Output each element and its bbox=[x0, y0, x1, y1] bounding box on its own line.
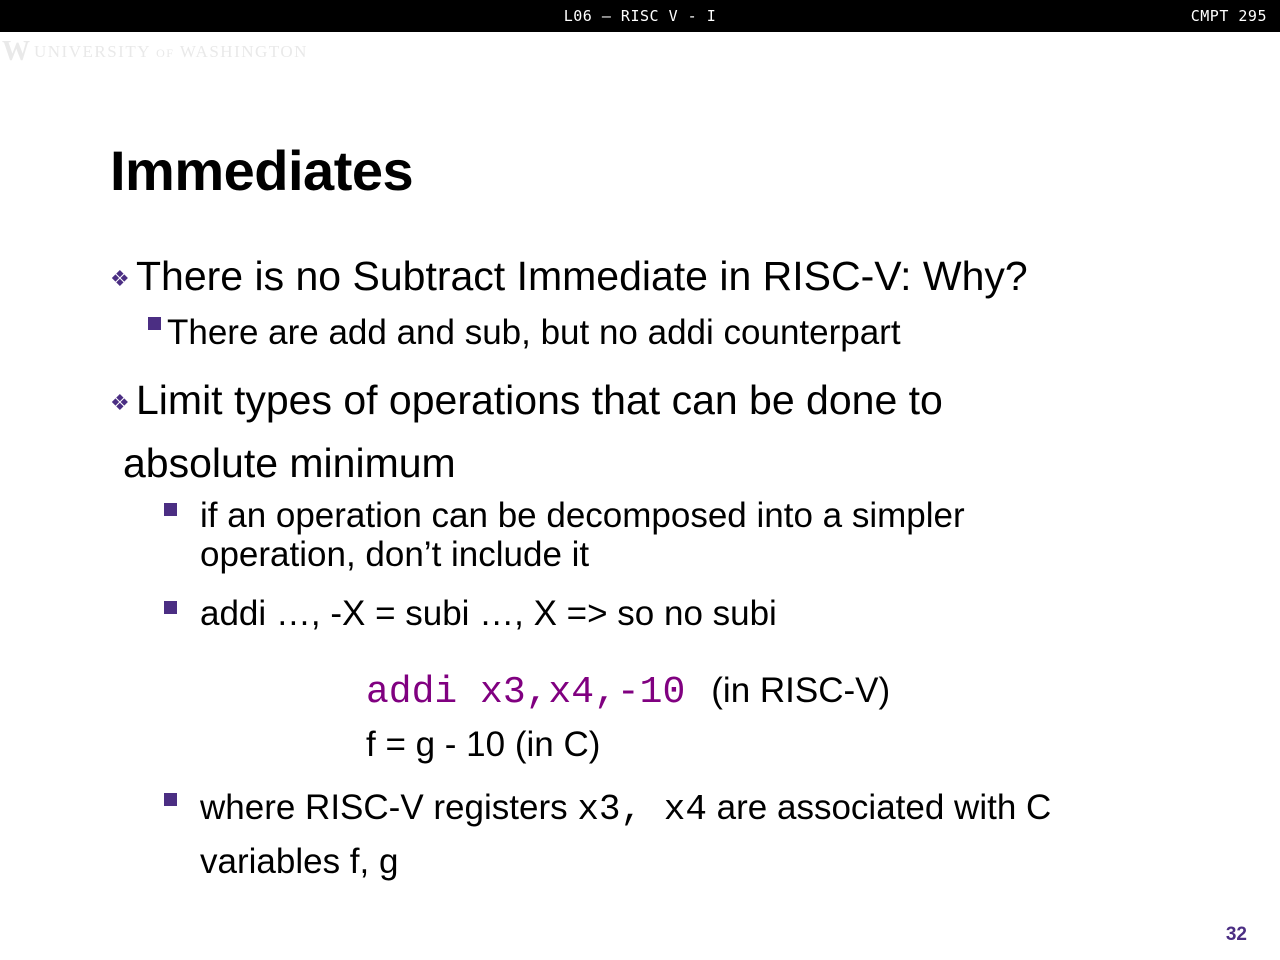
lecture-title: L06 – RISC V - I bbox=[563, 7, 717, 25]
sub-bullet-2-2-text: addi …, -X = subi …, X => so no subi bbox=[200, 594, 777, 633]
slide-title: Immediates bbox=[110, 139, 414, 202]
square-bullet-icon bbox=[164, 793, 177, 806]
risc-v-code: addi x3,x4,-10 bbox=[366, 671, 686, 714]
sub-bullet-2-1 bbox=[164, 496, 965, 574]
bullet-2 bbox=[110, 370, 943, 493]
sub-bullet-2-3-line1 bbox=[164, 782, 1051, 836]
university-logo bbox=[2, 38, 308, 66]
square-bullet-icon bbox=[164, 601, 177, 614]
sub-bullet-2-3 bbox=[164, 782, 1051, 888]
sub-bullet-2-3-part2: are associated with C bbox=[706, 788, 1052, 827]
bullet-2-text-line2: absolute minimum bbox=[123, 440, 456, 487]
bullet-2-text-line1: Limit types of operations that can be done to bbox=[136, 377, 943, 423]
bullet-1-text: There is no Subtract Immediate in RISC-V: Why? bbox=[136, 253, 1028, 299]
course-code: CMPT 295 bbox=[1190, 7, 1267, 25]
bullet-1 bbox=[110, 246, 1028, 309]
sub-bullet-1-1-text: There are add and sub, but no addi counterpart bbox=[167, 313, 901, 352]
square-bullet-icon bbox=[164, 503, 177, 516]
square-bullet-icon bbox=[148, 317, 161, 330]
risc-v-example bbox=[366, 668, 890, 716]
logo-text: UNIVERSITY of WASHINGTON bbox=[34, 42, 308, 61]
sub-bullet-2-1-line2: operation, don’t include it bbox=[200, 535, 590, 574]
diamond-bullet-icon: ❖ bbox=[110, 266, 130, 292]
logo-mark: W bbox=[2, 36, 24, 67]
page-number: 32 bbox=[1225, 924, 1247, 945]
sub-bullet-2-3-line2: variables f, g bbox=[200, 842, 399, 881]
register-names: x3, x4 bbox=[577, 789, 707, 830]
sub-bullet-2-1-line1: if an operation can be decomposed into a simpler bbox=[200, 496, 965, 535]
sub-bullet-2-3-part1: where RISC-V registers bbox=[200, 788, 578, 827]
header-bar bbox=[0, 0, 1280, 32]
sub-bullet-2-2 bbox=[164, 594, 777, 633]
risc-v-note: (in RISC-V) bbox=[711, 671, 891, 710]
c-example: f = g - 10 (in C) bbox=[366, 725, 601, 764]
diamond-bullet-icon: ❖ bbox=[110, 390, 130, 416]
sub-bullet-1-1 bbox=[148, 312, 901, 354]
